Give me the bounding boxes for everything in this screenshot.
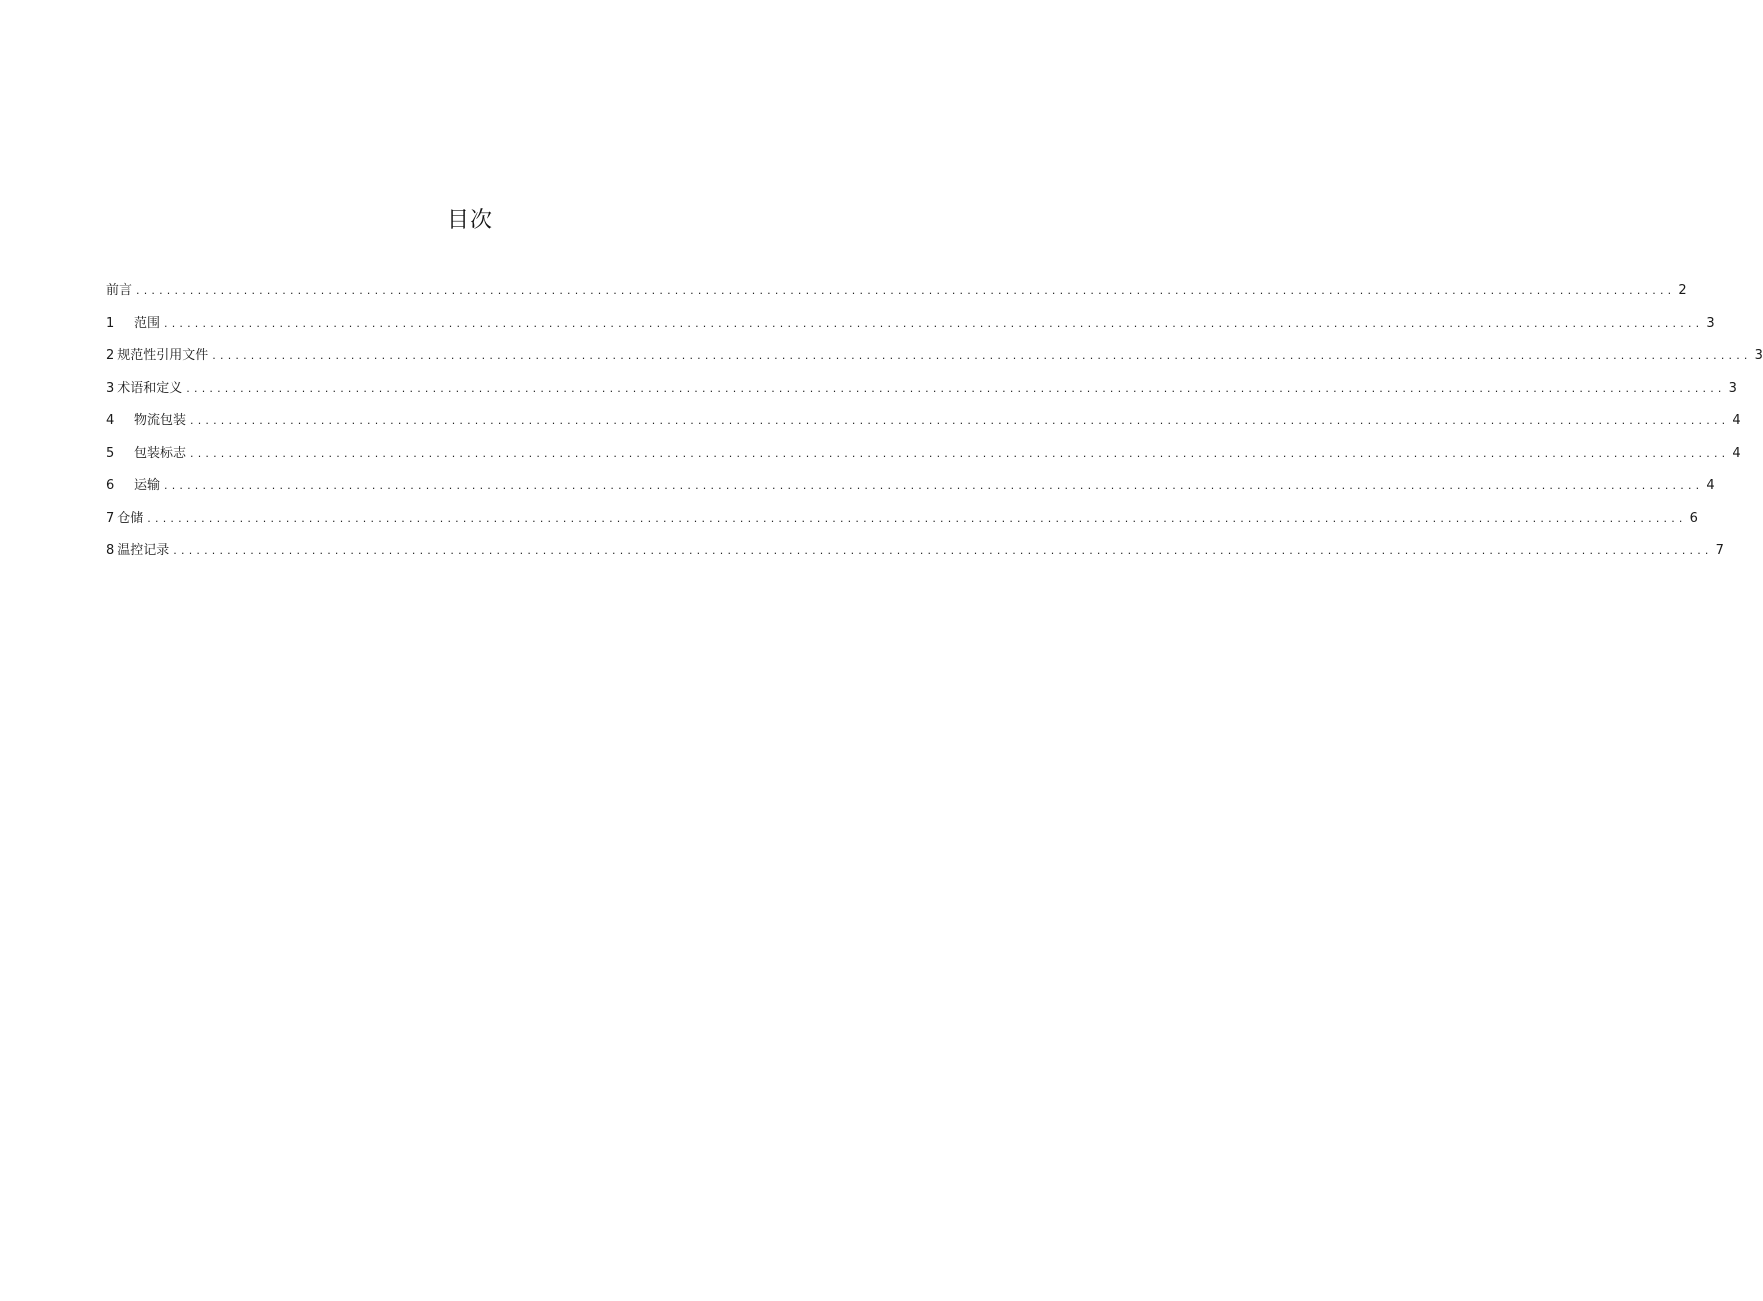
table-of-contents [106, 280, 1763, 573]
toc-dot-leader: ........................................................................................................................................................................................................ [136, 284, 1676, 297]
toc-title: 目次 [446, 208, 493, 233]
toc-entry-packaging-marks[interactable] [106, 443, 1741, 476]
toc-entry-logistics-packaging[interactable] [106, 410, 1741, 443]
toc-dot-leader: ........................................................................................................................................................................................................ [190, 414, 1730, 427]
toc-dot-leader: ........................................................................................................................................................................................................ [164, 316, 1704, 330]
toc-entry-terms-definitions[interactable] [106, 378, 1737, 411]
toc-page-number: 4 [1732, 413, 1741, 428]
toc-entry-transport[interactable] [106, 475, 1715, 508]
toc-page-number: 7 [1715, 543, 1724, 558]
toc-entry-scope[interactable] [106, 313, 1715, 346]
toc-entry-number: 5 [106, 445, 115, 461]
toc-entry-foreword[interactable] [106, 280, 1687, 313]
toc-entry-label: 物流包装 [134, 413, 187, 428]
toc-entry-number: 1 [106, 315, 115, 331]
toc-entry-number: 4 [106, 413, 115, 428]
toc-dot-leader: ........................................................................................................................................................................................................ [164, 479, 1704, 492]
toc-entry-label: 规范性引用文件 [117, 348, 209, 363]
toc-dot-leader: ........................................................................................................................................................................................................ [173, 544, 1713, 557]
toc-page-number: 4 [1732, 445, 1741, 461]
toc-entry-label: 范围 [134, 315, 161, 331]
toc-entry-label: 前言 [106, 283, 133, 298]
toc-entry-number: 8 [106, 543, 115, 558]
toc-entry-label: 术语和定义 [117, 380, 183, 396]
toc-page-number: 3 [1706, 315, 1715, 331]
toc-entry-normative-references[interactable] [106, 345, 1763, 378]
toc-entry-warehousing[interactable] [106, 508, 1698, 541]
toc-entry-number: 7 [106, 510, 115, 526]
toc-entry-temperature-records[interactable] [106, 540, 1724, 573]
toc-dot-leader: ........................................................................................................................................................................................................ [212, 349, 1752, 362]
toc-dot-leader: ........................................................................................................................................................................................................ [190, 446, 1730, 460]
toc-page-number: 3 [1754, 348, 1763, 363]
toc-entry-number: 3 [106, 380, 115, 396]
toc-page-number: 3 [1728, 380, 1737, 396]
toc-entry-label: 温控记录 [117, 543, 170, 558]
toc-entry-label: 包装标志 [134, 445, 187, 461]
toc-entry-number: 6 [106, 478, 115, 493]
toc-entry-label: 仓储 [117, 510, 144, 526]
toc-entry-label: 运输 [134, 478, 161, 493]
toc-page-number: 4 [1706, 478, 1715, 493]
toc-entry-number: 2 [106, 348, 115, 363]
toc-page-number: 2 [1678, 283, 1687, 298]
toc-dot-leader: ........................................................................................................................................................................................................ [186, 381, 1726, 395]
toc-page-number: 6 [1689, 510, 1698, 526]
toc-dot-leader: ........................................................................................................................................................................................................ [147, 511, 1687, 525]
